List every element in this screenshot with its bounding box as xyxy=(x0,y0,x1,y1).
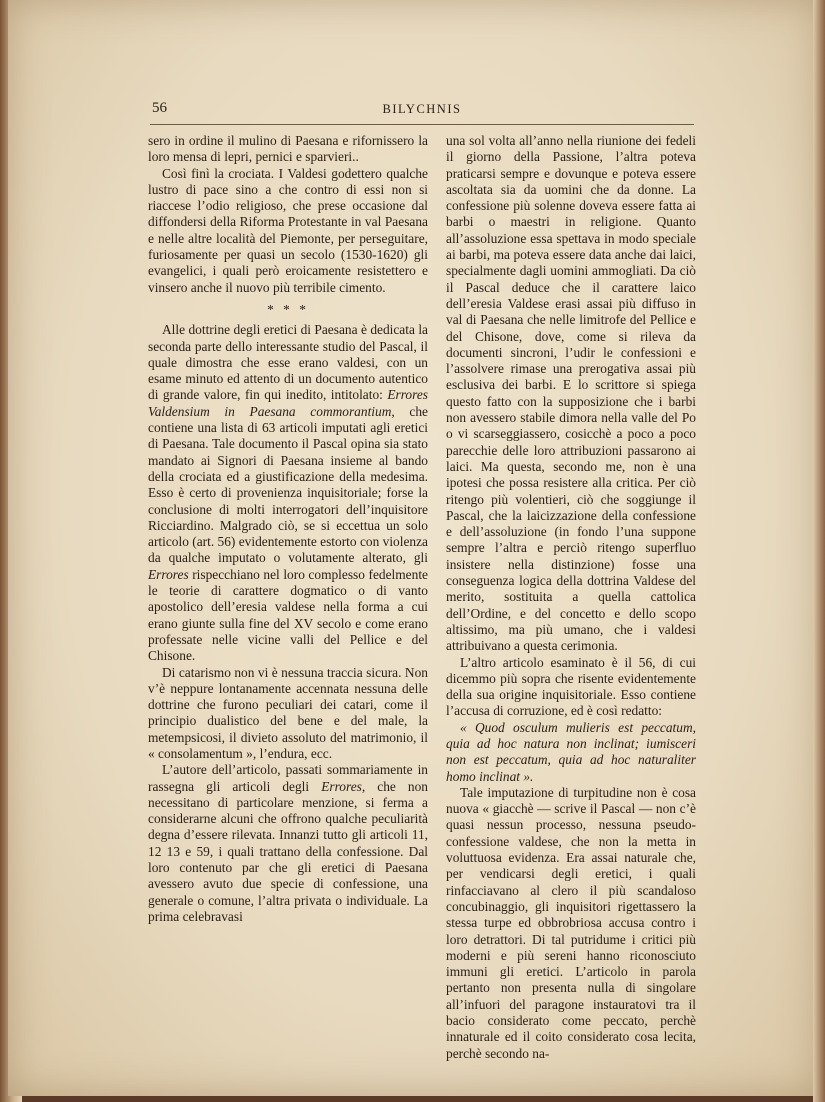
header-rule xyxy=(150,124,694,125)
paragraph: Tale imputazione di turpitudine non è cosa nuova « giacchè — scrive il Pascal — non c’è quasi nessun processo, nessuna pseudo-confessione valdese, che non la metta in voluttuosa evidenza. Era assai naturale che, per vendicarsi degli eretici, i quali rinfacciavano al clero il più scandaloso concubinaggio, gli inquisitori rigettassero la stessa turpe ed obbrobriosa accusa contro i loro detrattori. Di tal putridume i critici più moderni e più sereni hanno riconosciuto immuni gli eretici. L’articolo in parola pertanto non presenta nulla di singolare all’infuori del paragone instauratovi tra il bacio considerato come peccato, perchè innaturale ed il coito considerato cosa lecita, perchè secondo na- xyxy=(446,784,696,1061)
paragraph: L’altro articolo esaminato è il 56, di cui dicemmo più sopra che risente evidentemente della sua origine inquisitoriale. Esso contiene l’accusa di corruzione, ed è così redatto: xyxy=(446,654,696,719)
paragraph: una sol volta all’anno nella riunione dei fedeli il giorno della Passione, l’altra poteva praticarsi sempre e dovunque e poteva essere ascoltata sia da uomini che da donne. La confessione più solenne doveva essere fatta ai barbi o maestri in religione. Quanto all’assoluzione essa spettava in modo speciale ai barbi, ma poteva essere data anche dai laici, specialmente dagli uomini ammogliati. Da ciò il Pascal deduce che il carattere laico dell’eresia Valdese erasi assai più diffuso in val di Paesana che nelle limitrofe del Pellice e del Chisone, dove, come si rileva da documenti sincroni, l’udir le confessioni e l’assolvere rimase una prerogativa assai più esclusiva dei barbi. E lo scrittore si spiega questo fatto con la supposizione che i barbi non avessero stabile dimora nella valle del Po o vi scarseggiassero, cosicchè a poco a poco parecchie delle loro attribuzioni passarono ai laici. Ma questa, secondo me, non è una ipotesi che possa resistere alla critica. Per ciò ritengo più volentieri, ciò che soggiunge il Pascal, che la laicizzazione della confessione e dell’assoluzione (in fondo l’una suppone sempre l’altra e perciò ritengo superfluo insistere nella distinzione) fosse una conseguenza logica della dottrina Valdese del merito, sostituita a quella cattolica dell’Ordine, e del concetto e dello scopo altissimo, ma più umano, che i valdesi attribuivano a questa cerimonia. xyxy=(446,133,696,654)
document-title: Errores xyxy=(321,778,362,794)
text-run: Alle dottrine degli eretici di Paesana è dedicata la seconda parte dello interessante studio del Pascal, il quale dimostra che esse erano valdesi, con un esame minuto ed attento di un documento autentico di grande valore, fin qui inedito, intitolato: xyxy=(148,322,428,403)
paragraph xyxy=(148,762,428,925)
latin-quote: « Quod osculum mulieris est peccatum, quia ad hoc natura non inclinat; iumisceri non est peccatum, quia ad hoc naturaliter homo inclinat ». xyxy=(446,719,696,784)
paragraph: sero in ordine il mulino di Paesana e rifornissero la loro mensa di lepri, pernici e sparvieri.. xyxy=(148,133,428,165)
paragraph: Di catarismo non vi è nessuna traccia sicura. Non v’è neppure lontanamente accennata nessuna delle dottrine che furono peculiari dei catari, come il principio dualistico del bene e del male, la metempsicosi, il divieto assoluto del matrimonio, il « consolamentum », l’endura, ecc. xyxy=(148,664,428,761)
document-title: Errores xyxy=(148,566,189,582)
text-run: L’autore dell’articolo, passati sommariamente in rassegna gli articoli degli xyxy=(148,762,428,794)
text-run: rispecchiano nel loro complesso fedelmente le teorie di carattere dogmatico o di vanto apostolico dell’eresia valdese nella forma a cui erano giunte sulla fine del XV secolo e come erano professate nelle vicine valli del Pellice e del Chisone. xyxy=(148,566,428,664)
document-title: Errores Valdensium in Paesana commorantium xyxy=(148,387,428,419)
section-separator: * * * xyxy=(267,301,309,317)
page-header xyxy=(150,100,694,122)
text-run: , che non necessitano di particolare menzione, si ferma a considerarne alcuni che offrono qualche peculiarità degna d’essere rilevata. Innanzi tutto gli articoli 11, 12 13 e 59, i quali trattano della confessione. Dal loro contenuto par che gli eretici di Paesana avessero avuto due specie di confessione, una generale o comune, l’altra privata o individuale. La prima celebravasi xyxy=(148,778,428,924)
paragraph xyxy=(148,322,428,664)
page-edge xyxy=(813,0,825,1102)
page-number: 56 xyxy=(152,100,167,116)
left-text-column xyxy=(148,133,428,925)
running-title: BILYCHNIS xyxy=(382,102,462,116)
paragraph: Così finì la crociata. I Valdesi godettero qualche lustro di pace sino a che contro di essi non si riaccese l’odio religioso, che prese occasione dal diffondersi della Riforma Protestante in val Paesana e nelle altre località del Piemonte, per perseguitare, furiosamente per quasi un secolo (1530-1620) gli evangelici, i quali però eroicamente resistettero e vinsero anche il nuovo più terribile cimento. xyxy=(148,165,428,295)
text-run: , che contiene una lista di 63 articoli imputati agli eretici di Paesana. Tale documento il Pascal opina sia stato mandato ai Signori di Paesana insieme al bando della crociata ed a giustificazione della medesima. Esso è certo di provenienza inquisitoriale; forse la conclusione di molti interrogatori dell’inquisitore Ricciardino. Malgrado ciò, se si eccettua un solo articolo (art. 56) evidentemente estorto con violenza da qualche imputato o volutamente alterato, gli xyxy=(148,403,428,566)
right-text-column xyxy=(446,133,696,1062)
